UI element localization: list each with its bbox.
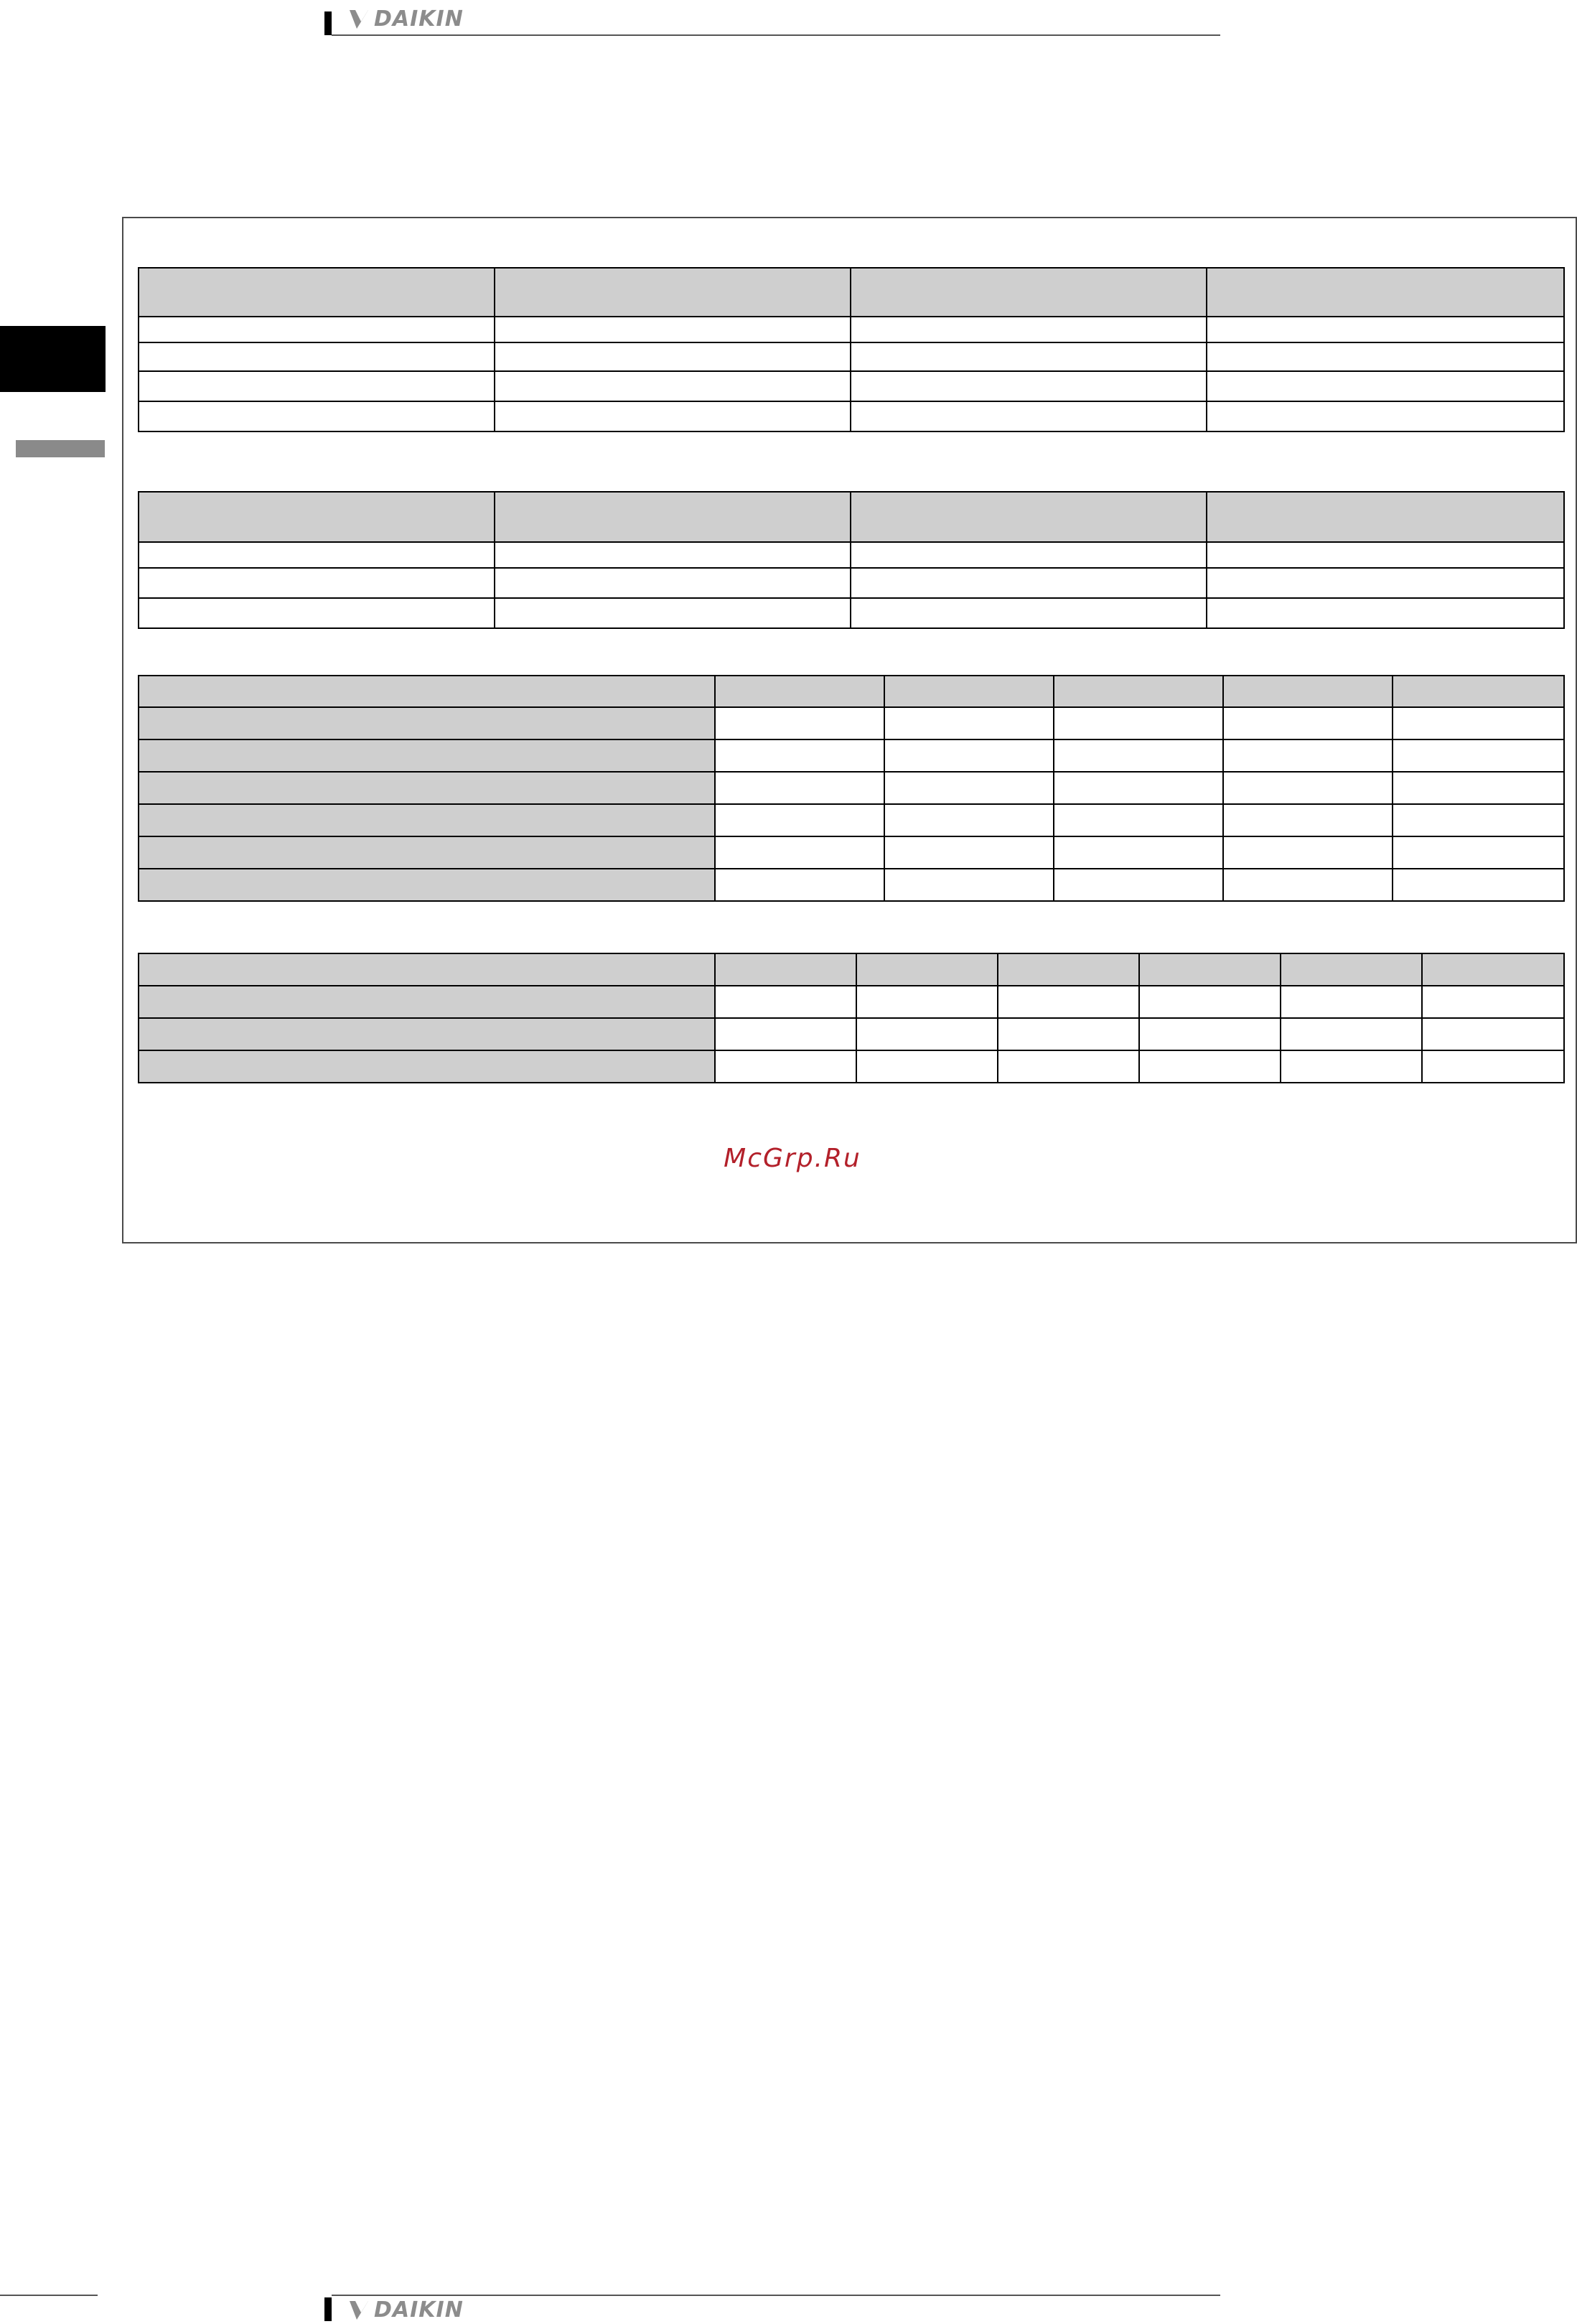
table-row [139, 836, 1564, 869]
chapter-tab [0, 326, 106, 392]
table-row [139, 317, 1564, 342]
footer-logo [348, 2297, 464, 2323]
header-bar-mark [324, 11, 332, 35]
table-1-header-cell [495, 268, 851, 317]
table-3-header-row [139, 676, 1564, 707]
watermark-text: McGrp.Ru [724, 1144, 861, 1173]
table-row [139, 598, 1564, 628]
table-1-header-cell [139, 268, 495, 317]
table-3 [138, 675, 1565, 902]
table-2 [138, 491, 1565, 629]
table-4-header-row [139, 953, 1564, 986]
table-row [139, 1018, 1564, 1050]
footer-bar-mark [324, 2297, 332, 2321]
table-row [139, 542, 1564, 568]
daikin-logo-icon [348, 2300, 370, 2321]
footer-left-rule [0, 2295, 98, 2296]
section-tab [16, 440, 105, 457]
table-2-header-cell [1207, 492, 1564, 542]
table-1 [138, 267, 1565, 432]
table-4 [138, 953, 1565, 1083]
table-1-header-row [139, 268, 1564, 317]
footer-rule [332, 2295, 1220, 2296]
table-1-header-cell [851, 268, 1207, 317]
table-row [139, 739, 1564, 772]
table-row [139, 869, 1564, 901]
daikin-logo-icon [348, 9, 370, 30]
header-logo [348, 6, 464, 32]
table-row [139, 371, 1564, 401]
table-row [139, 1050, 1564, 1083]
footer-brand: DAIKIN [374, 2297, 464, 2323]
table-2-header-cell [495, 492, 851, 542]
table-2-header-cell [139, 492, 495, 542]
table-row [139, 707, 1564, 739]
table-row [139, 772, 1564, 804]
header-brand: DAIKIN [374, 6, 464, 32]
table-2-header-cell [851, 492, 1207, 542]
table-row [139, 568, 1564, 598]
table-row [139, 986, 1564, 1018]
table-row [139, 401, 1564, 431]
table-row [139, 804, 1564, 836]
header-rule [332, 34, 1220, 36]
table-row [139, 342, 1564, 371]
table-1-header-cell [1207, 268, 1564, 317]
table-2-header-row [139, 492, 1564, 542]
